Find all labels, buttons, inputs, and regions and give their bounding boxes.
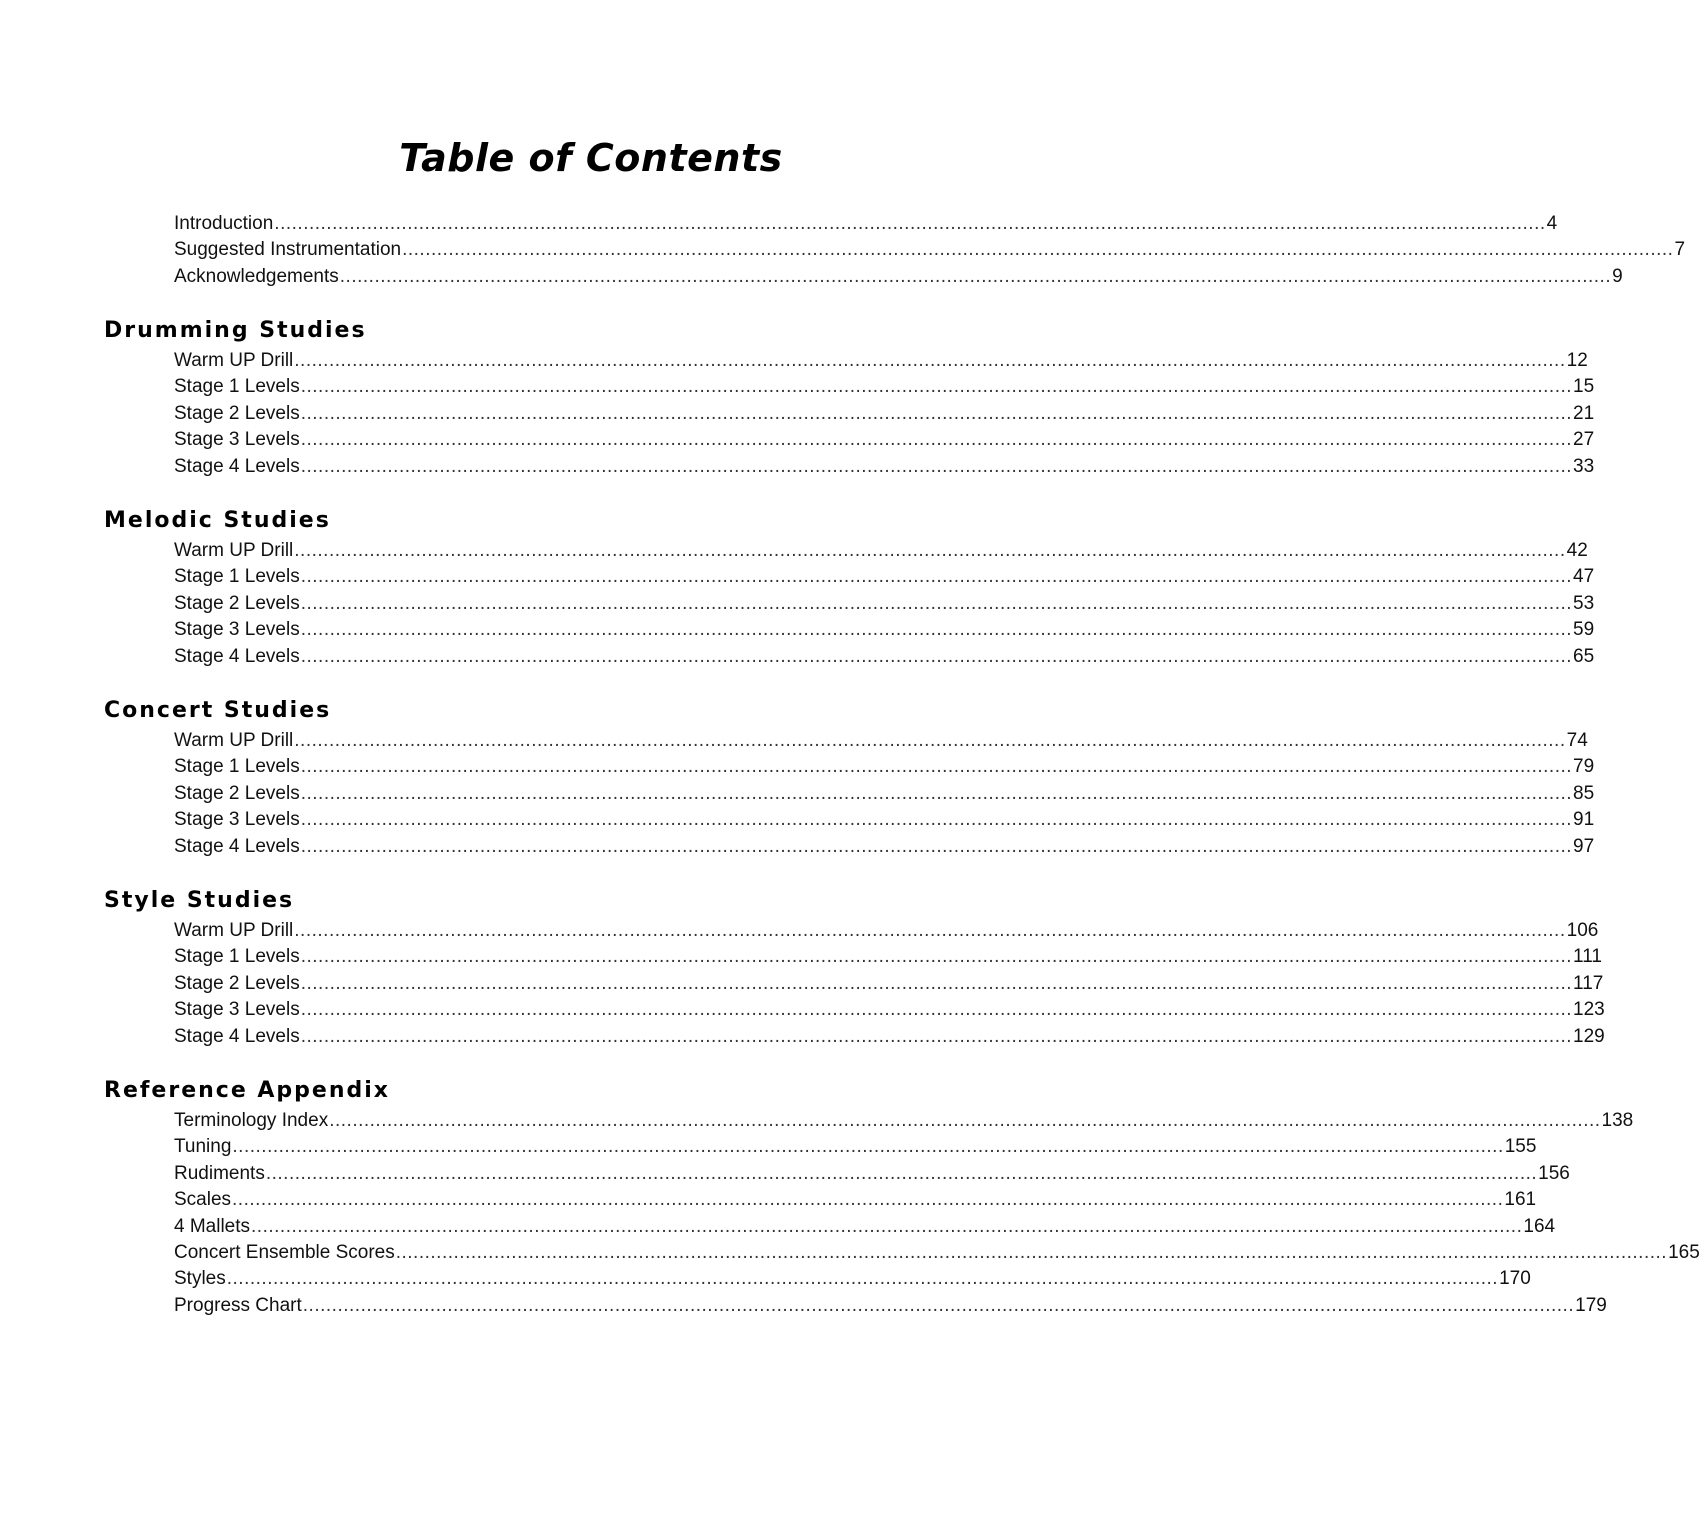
dot-leader: ............................................................................................................................................................................................................................ xyxy=(300,402,1573,424)
toc-entry-page: 170 xyxy=(1499,1268,1531,1290)
toc-entry-page: 42 xyxy=(1566,540,1588,561)
toc-entry[interactable] xyxy=(174,211,1558,237)
toc-entry-label: Stage 1 Levels xyxy=(174,756,300,778)
dot-leader: ............................................................................................................................................................................................................................ xyxy=(300,972,1573,994)
toc-entry[interactable] xyxy=(174,997,1605,1023)
toc-entry-label: Acknowledgements xyxy=(174,265,339,287)
toc-entry-label: Progress Chart xyxy=(174,1294,302,1316)
toc-entry[interactable] xyxy=(174,1161,1570,1187)
toc-entry-page: 97 xyxy=(1573,835,1595,857)
section-heading-melodic-studies: Melodic Studies xyxy=(104,508,331,533)
dot-leader: ............................................................................................................................................................................................................................ xyxy=(226,1268,1499,1290)
toc-entry-page: 21 xyxy=(1573,402,1595,424)
toc-entry[interactable] xyxy=(174,834,1595,860)
toc-entry[interactable] xyxy=(174,1134,1537,1160)
toc-entry-label: Stage 4 Levels xyxy=(174,835,300,857)
dot-leader: ............................................................................................................................................................................................................................ xyxy=(300,1025,1573,1047)
toc-entry-page: 79 xyxy=(1573,756,1595,778)
toc-entry-page: 15 xyxy=(1573,376,1595,398)
toc-entry-page: 27 xyxy=(1573,429,1595,451)
toc-entry-label: Stage 1 Levels xyxy=(174,376,300,398)
dot-leader: ............................................................................................................................................................................................................................ xyxy=(251,1215,1523,1237)
style-studies-list xyxy=(174,918,1605,1050)
toc-entry-label: Warm UP Drill xyxy=(174,540,294,561)
dot-leader: ............................................................................................................................................................................................................................ xyxy=(265,1162,1538,1184)
dot-leader: ............................................................................................................................................................................................................................ xyxy=(300,455,1573,477)
dot-leader: ............................................................................................................................................................................................................................ xyxy=(232,1136,1504,1158)
toc-entry-label: Stage 2 Levels xyxy=(174,592,300,614)
toc-entry-label: Warm UP Drill xyxy=(174,920,294,941)
toc-entry-label: Terminology Index xyxy=(174,1110,329,1131)
toc-entry-label: Suggested Instrumentation xyxy=(174,239,402,261)
toc-entry[interactable] xyxy=(174,728,1588,754)
toc-entry-page: 179 xyxy=(1575,1294,1607,1316)
drumming-studies-list xyxy=(174,348,1595,480)
toc-entry-label: Stage 3 Levels xyxy=(174,809,300,831)
toc-entry-label: Styles xyxy=(174,1268,226,1290)
toc-entry-label: Stage 4 Levels xyxy=(174,1025,300,1047)
toc-entry-page: 59 xyxy=(1573,619,1595,641)
toc-entry[interactable] xyxy=(174,944,1602,970)
toc-entry[interactable] xyxy=(174,918,1599,944)
toc-entry[interactable] xyxy=(174,754,1595,780)
dot-leader: ............................................................................................................................................................................................................................ xyxy=(300,756,1573,778)
dot-leader: ............................................................................................................................................................................................................................ xyxy=(300,809,1573,831)
toc-entry-page: 111 xyxy=(1573,946,1602,968)
toc-entry[interactable] xyxy=(174,971,1604,997)
toc-entry-label: Warm UP Drill xyxy=(174,730,294,751)
dot-leader: ............................................................................................................................................................................................................................ xyxy=(300,835,1573,857)
toc-entry-label: Stage 4 Levels xyxy=(174,645,300,667)
toc-entry-page: 165 xyxy=(1668,1241,1700,1263)
toc-entry-page: 164 xyxy=(1523,1215,1556,1237)
toc-entry-label: Stage 2 Levels xyxy=(174,782,300,804)
toc-entry-page: 117 xyxy=(1573,972,1604,994)
toc-entry-page: 33 xyxy=(1573,455,1595,477)
toc-entry[interactable] xyxy=(174,1266,1531,1292)
toc-entry[interactable] xyxy=(174,538,1588,564)
front-matter-list xyxy=(174,211,1686,290)
section-heading-reference-appendix: Reference Appendix xyxy=(104,1078,390,1103)
toc-entry[interactable] xyxy=(174,1024,1605,1050)
toc-entry[interactable] xyxy=(174,348,1588,374)
dot-leader: ............................................................................................................................................................................................................................ xyxy=(294,350,1566,371)
toc-entry-label: Stage 1 Levels xyxy=(174,566,300,588)
toc-entry-label: Stage 2 Levels xyxy=(174,402,300,424)
toc-entry-label: Stage 4 Levels xyxy=(174,455,300,477)
section-heading-drumming-studies: Drumming Studies xyxy=(104,318,367,343)
toc-entry-page: 47 xyxy=(1573,566,1595,588)
dot-leader: ............................................................................................................................................................................................................................ xyxy=(300,376,1573,398)
toc-entry[interactable] xyxy=(174,1108,1634,1134)
toc-entry[interactable] xyxy=(174,237,1686,263)
dot-leader: ............................................................................................................................................................................................................................ xyxy=(395,1241,1668,1263)
toc-entry[interactable] xyxy=(174,454,1595,480)
toc-entry[interactable] xyxy=(174,564,1595,590)
dot-leader: ............................................................................................................................................................................................................................ xyxy=(274,213,1546,234)
toc-entry[interactable] xyxy=(174,427,1595,453)
toc-entry-page: 129 xyxy=(1573,1025,1605,1047)
dot-leader: ............................................................................................................................................................................................................................ xyxy=(339,265,1612,287)
toc-entry-label: Stage 1 Levels xyxy=(174,946,300,968)
toc-entry-label: Rudiments xyxy=(174,1162,265,1184)
dot-leader: ............................................................................................................................................................................................................................ xyxy=(402,239,1674,261)
section-heading-style-studies: Style Studies xyxy=(104,888,295,913)
toc-entry-label: Stage 3 Levels xyxy=(174,999,300,1021)
toc-entry-page: 156 xyxy=(1538,1162,1570,1184)
toc-entry[interactable] xyxy=(174,374,1595,400)
toc-entry-label: Stage 2 Levels xyxy=(174,972,300,994)
dot-leader: ............................................................................................................................................................................................................................ xyxy=(300,999,1573,1021)
toc-entry-page: 9 xyxy=(1612,265,1623,287)
toc-entry[interactable] xyxy=(174,401,1595,427)
dot-leader: ............................................................................................................................................................................................................................ xyxy=(329,1110,1601,1131)
toc-entry[interactable] xyxy=(174,264,1623,290)
dot-leader: ............................................................................................................................................................................................................................ xyxy=(300,592,1573,614)
dot-leader: ............................................................................................................................................................................................................................ xyxy=(300,782,1573,804)
toc-entry-page: 155 xyxy=(1504,1136,1537,1158)
toc-entry-label: Introduction xyxy=(174,213,274,234)
toc-entry-label: Scales xyxy=(174,1189,232,1211)
toc-entry[interactable] xyxy=(174,1187,1537,1213)
concert-studies-list xyxy=(174,728,1595,860)
dot-leader: ............................................................................................................................................................................................................................ xyxy=(300,619,1573,641)
toc-entry-page: 65 xyxy=(1573,645,1595,667)
toc-entry[interactable] xyxy=(174,807,1595,833)
reference-appendix-list xyxy=(174,1108,1700,1319)
toc-entry-label: Stage 3 Levels xyxy=(174,429,300,451)
toc-entry[interactable] xyxy=(174,617,1595,643)
melodic-studies-list xyxy=(174,538,1595,670)
section-heading-concert-studies: Concert Studies xyxy=(104,698,332,723)
toc-entry[interactable] xyxy=(174,644,1595,670)
dot-leader: ............................................................................................................................................................................................................................ xyxy=(300,645,1573,667)
toc-entry-page: 85 xyxy=(1573,782,1595,804)
toc-entry-label: Stage 3 Levels xyxy=(174,619,300,641)
toc-entry[interactable] xyxy=(174,781,1595,807)
toc-entry-page: 106 xyxy=(1566,920,1599,941)
toc-entry-page: 138 xyxy=(1601,1110,1634,1131)
toc-entry-page: 91 xyxy=(1573,809,1595,831)
dot-leader: ............................................................................................................................................................................................................................ xyxy=(294,920,1566,941)
page-title: Table of Contents xyxy=(399,136,783,180)
dot-leader: ............................................................................................................................................................................................................................ xyxy=(300,429,1573,451)
toc-entry[interactable] xyxy=(174,1214,1556,1240)
toc-entry-page: 53 xyxy=(1573,592,1595,614)
toc-entry-label: Warm UP Drill xyxy=(174,350,294,371)
dot-leader: ............................................................................................................................................................................................................................ xyxy=(294,540,1566,561)
dot-leader: ............................................................................................................................................................................................................................ xyxy=(300,946,1573,968)
toc-entry-label: Concert Ensemble Scores xyxy=(174,1241,395,1263)
toc-entry-page: 7 xyxy=(1674,239,1686,261)
toc-entry-label: Tuning xyxy=(174,1136,232,1158)
dot-leader: ............................................................................................................................................................................................................................ xyxy=(302,1294,1575,1316)
dot-leader: ............................................................................................................................................................................................................................ xyxy=(232,1189,1504,1211)
toc-entry[interactable] xyxy=(174,1240,1700,1266)
toc-entry[interactable] xyxy=(174,591,1595,617)
toc-entry-page: 4 xyxy=(1546,213,1558,234)
dot-leader: ............................................................................................................................................................................................................................ xyxy=(294,730,1566,751)
toc-entry-page: 74 xyxy=(1566,730,1588,751)
toc-entry-page: 123 xyxy=(1573,999,1605,1021)
dot-leader: ............................................................................................................................................................................................................................ xyxy=(300,566,1573,588)
toc-entry[interactable] xyxy=(174,1293,1607,1319)
toc-entry-page: 161 xyxy=(1504,1189,1537,1211)
toc-entry-label: 4 Mallets xyxy=(174,1215,251,1237)
toc-entry-page: 12 xyxy=(1566,350,1588,371)
